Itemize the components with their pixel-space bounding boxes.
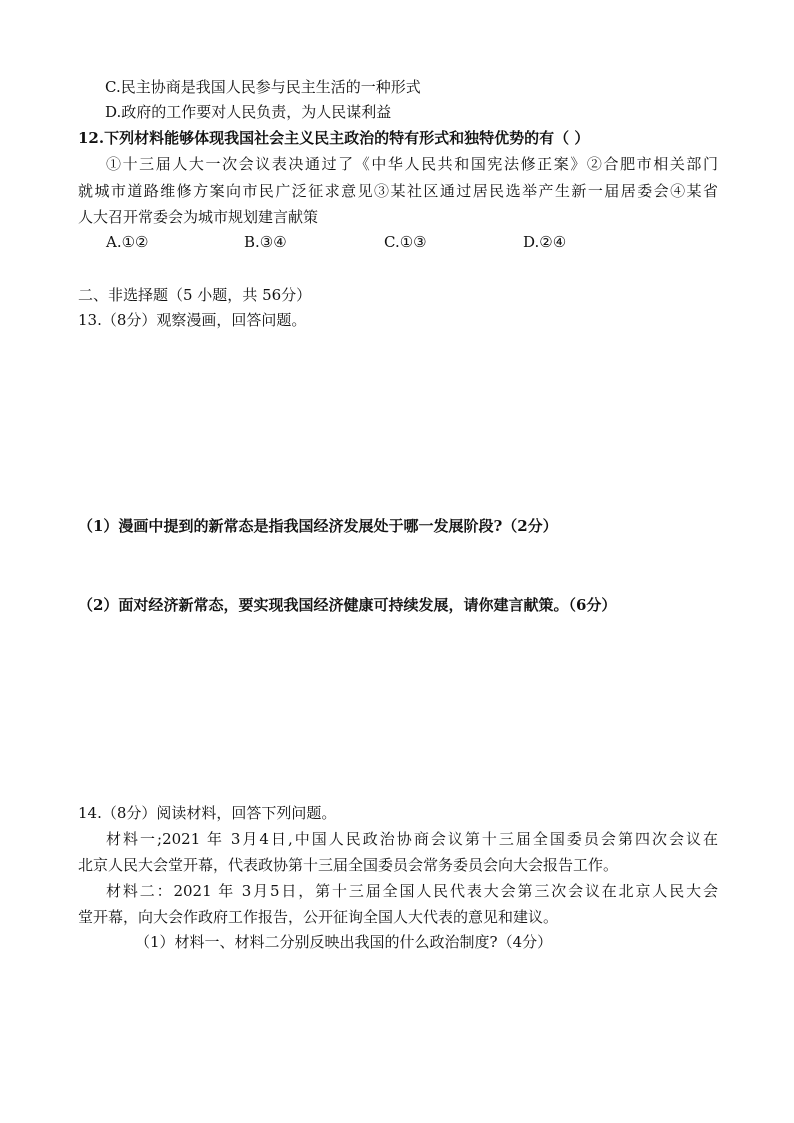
q13-stem: 13.（8分）观察漫画，回答问题。: [78, 311, 307, 329]
q12-material-line2: 就城市道路维修方案向市民广泛征求意见③某社区通过居民选举产生新一届居委会④某省: [78, 182, 718, 200]
q14-sub1: （1）材料一、材料二分别反映出我国的什么政治制度?（4分）: [135, 933, 553, 951]
q11-option-c: C.民主协商是我国人民参与民主生活的一种形式: [105, 78, 421, 96]
q14-stem: 14.（8分）阅读材料，回答下列问题。: [78, 804, 337, 822]
q12-material-line3: 人大召开常委会为城市规划建言献策: [78, 208, 319, 226]
section-heading: 二、非选择题（5 小题，共 56分）: [78, 286, 312, 304]
q14-material2-line1: 材料二：2021 年 3月5日，第十三届全国人民代表大会第三次会议在北京人民大会: [106, 882, 718, 900]
q12-option-d: D.②④: [523, 233, 567, 251]
q12-option-c: C.①③: [384, 233, 427, 251]
q12-option-a: A.①②: [106, 233, 149, 251]
q13-sub2: （2）面对经济新常态，要实现我国经济健康可持续发展，请你建言献策。（6分）: [78, 596, 617, 614]
q13-sub1: （1）漫画中提到的新常态是指我国经济发展处于哪一发展阶段?（2分）: [78, 517, 558, 535]
q14-material1-line1: 材料一;2021 年 3月4日,中国人民政治协商会议第十三届全国委员会第四次会议在: [106, 830, 718, 848]
q12-option-b: B.③④: [244, 233, 287, 251]
q14-material2-line2: 堂开幕，向大会作政府工作报告，公开征询全国人大代表的意见和建议。: [78, 908, 559, 926]
q14-material1-line2: 北京人民大会堂开幕，代表政协第十三届全国委员会常务委员会向大会报告工作。: [78, 856, 619, 874]
q12-material-line1: ①十三届人大一次会议表决通过了《中华人民共和国宪法修正案》②合肥市相关部门: [106, 155, 718, 173]
q12-stem: 12.下列材料能够体现我国社会主义民主政治的特有形式和独特优势的有（ ）: [78, 129, 590, 147]
q11-option-d: D.政府的工作要对人民负责，为人民谋利益: [105, 103, 392, 121]
